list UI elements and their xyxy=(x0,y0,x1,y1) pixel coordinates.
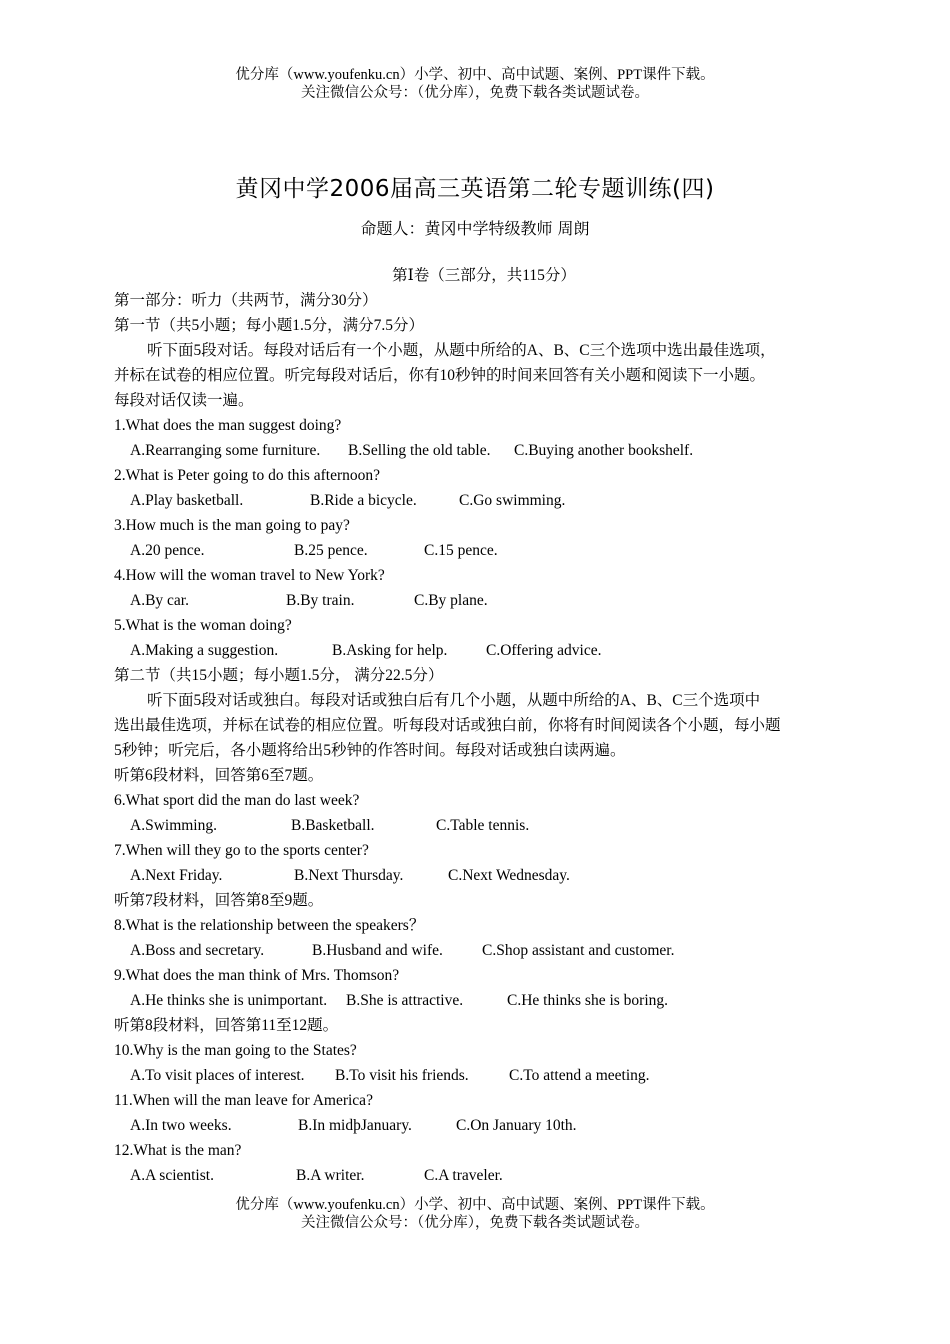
question-6: 6.What sport did the man do last week? xyxy=(114,792,360,809)
header-line-2: 关注微信公众号：（优分库），免费下载各类试题试卷。 xyxy=(301,85,649,101)
material-8-note: 听第8段材料，回答第11至12题。 xyxy=(114,1017,339,1034)
question-4: 4.How will the woman travel to New York? xyxy=(114,567,385,584)
option-b: B.Husband and wife. xyxy=(312,942,443,959)
option-c: C.Offering advice. xyxy=(486,642,602,659)
option-b: B.Asking for help. xyxy=(332,642,448,659)
footer-line-2: 关注微信公众号：（优分库），免费下载各类试题试卷。 xyxy=(301,1215,649,1231)
options-11 xyxy=(114,1113,854,1138)
page-footer xyxy=(0,1196,950,1232)
options-9 xyxy=(114,988,854,1013)
instruction-line: 听下面5段对话或独白。每段对话或独白后有几个小题，从题中所给的A、B、C三个选项中 xyxy=(147,692,761,709)
option-c: C.Next Wednesday. xyxy=(448,867,570,884)
option-a: A.Swimming. xyxy=(130,817,217,834)
footer-line-1: 优分库（www.youfenku.cn）小学、初中、高中试题、案例、PPT课件下载。 xyxy=(235,1197,715,1213)
option-a: A.Next Friday. xyxy=(130,867,223,884)
option-c: C.Shop assistant and customer. xyxy=(482,942,675,959)
part1-heading: 第一部分：听力（共两节，满分30分） xyxy=(114,292,378,309)
question-9: 9.What does the man think of Mrs. Thomson? xyxy=(114,967,400,984)
option-b: B.In midþJanuary. xyxy=(298,1117,412,1134)
question-3: 3.How much is the man going to pay? xyxy=(114,517,350,534)
section2-heading: 第二节（共15小题；每小题1.5分， 满分22.5分） xyxy=(114,667,444,684)
option-c: C.He thinks she is boring. xyxy=(507,992,669,1009)
options-3 xyxy=(114,538,854,563)
question-5: 5.What is the woman doing? xyxy=(114,617,292,634)
question-7: 7.When will they go to the sports center? xyxy=(114,842,369,859)
option-a: A.Boss and secretary. xyxy=(130,942,265,959)
option-b: B.Basketball. xyxy=(291,817,375,834)
option-c: C.To attend a meeting. xyxy=(509,1067,650,1084)
document-title: 黄冈中学2006届高三英语第二轮专题训练(四) xyxy=(235,176,715,202)
section1-heading: 第一节（共5小题；每小题1.5分，满分7.5分） xyxy=(114,317,425,334)
question-1: 1.What does the man suggest doing? xyxy=(114,417,342,434)
option-a: A.Rearranging some furniture. xyxy=(130,442,321,459)
option-a: A.20 pence. xyxy=(130,542,205,559)
option-b: B.25 pence. xyxy=(294,542,368,559)
option-c: C.On January 10th. xyxy=(456,1117,577,1134)
option-c: C.Table tennis. xyxy=(436,817,530,834)
section1-instructions xyxy=(114,338,854,413)
options-8 xyxy=(114,938,854,963)
option-c: C.Buying another bookshelf. xyxy=(514,442,694,459)
options-12 xyxy=(114,1163,854,1188)
option-c: C.15 pence. xyxy=(424,542,498,559)
options-5 xyxy=(114,638,854,663)
option-b: B.Ride a bicycle. xyxy=(310,492,417,509)
volume-heading: 第Ⅰ卷（三部分，共115分） xyxy=(392,267,576,284)
options-10 xyxy=(114,1063,854,1088)
header-line-1: 优分库（www.youfenku.cn）小学、初中、高中试题、案例、PPT课件下载。 xyxy=(235,67,715,83)
instruction-line: 听下面5段对话。每段对话后有一个小题，从题中所给的A、B、C三个选项中选出最佳选项， xyxy=(147,342,776,359)
options-1 xyxy=(114,438,854,463)
question-11: 11.When will the man leave for America? xyxy=(114,1092,373,1109)
material-7-note: 听第7段材料，回答第8至9题。 xyxy=(114,892,324,909)
option-b: B.Selling the old table. xyxy=(348,442,491,459)
question-10: 10.Why is the man going to the States? xyxy=(114,1042,357,1059)
option-a: A.To visit places of interest. xyxy=(130,1067,305,1084)
page-header xyxy=(0,66,950,102)
option-a: A.Making a suggestion. xyxy=(130,642,279,659)
option-c: C.Go swimming. xyxy=(459,492,566,509)
option-a: A.In two weeks. xyxy=(130,1117,232,1134)
option-b: B.Next Thursday. xyxy=(294,867,404,884)
instruction-line: 并标在试卷的相应位置。听完每段对话后，你有10秒钟的时间来回答有关小题和阅读下一小题。 xyxy=(114,367,766,384)
option-b: B.A writer. xyxy=(296,1167,365,1184)
instruction-line: 选出最佳选项，并标在试卷的相应位置。听每段对话或独白前，你将有时间阅读各个小题，每小题 xyxy=(114,717,781,734)
option-a: A.Play basketball. xyxy=(130,492,244,509)
option-b: B.She is attractive. xyxy=(346,992,464,1009)
material-6-note: 听第6段材料，回答第6至7题。 xyxy=(114,767,324,784)
option-c: C.By plane. xyxy=(414,592,488,609)
question-12: 12.What is the man? xyxy=(114,1142,242,1159)
instruction-line: 5秒钟；听完后，各小题将给出5秒钟的作答时间。每段对话或独白读两遍。 xyxy=(114,742,626,759)
option-b: B.By train. xyxy=(286,592,355,609)
question-8: 8.What is the relationship between the speakers？ xyxy=(114,917,425,934)
options-6 xyxy=(114,813,854,838)
options-7 xyxy=(114,863,854,888)
question-2: 2.What is Peter going to do this afternoon? xyxy=(114,467,381,484)
option-b: B.To visit his friends. xyxy=(335,1067,469,1084)
option-a: A.He thinks she is unimportant. xyxy=(130,992,328,1009)
options-4 xyxy=(114,588,854,613)
option-a: A.By car. xyxy=(130,592,189,609)
document-subtitle: 命题人：黄冈中学特级教师 周朗 xyxy=(360,219,590,238)
option-c: C.A traveler. xyxy=(424,1167,503,1184)
option-a: A.A scientist. xyxy=(130,1167,214,1184)
section2-instructions xyxy=(114,688,854,763)
options-2 xyxy=(114,488,854,513)
exam-content xyxy=(114,263,854,1188)
instruction-line: 每段对话仅读一遍。 xyxy=(114,392,254,409)
